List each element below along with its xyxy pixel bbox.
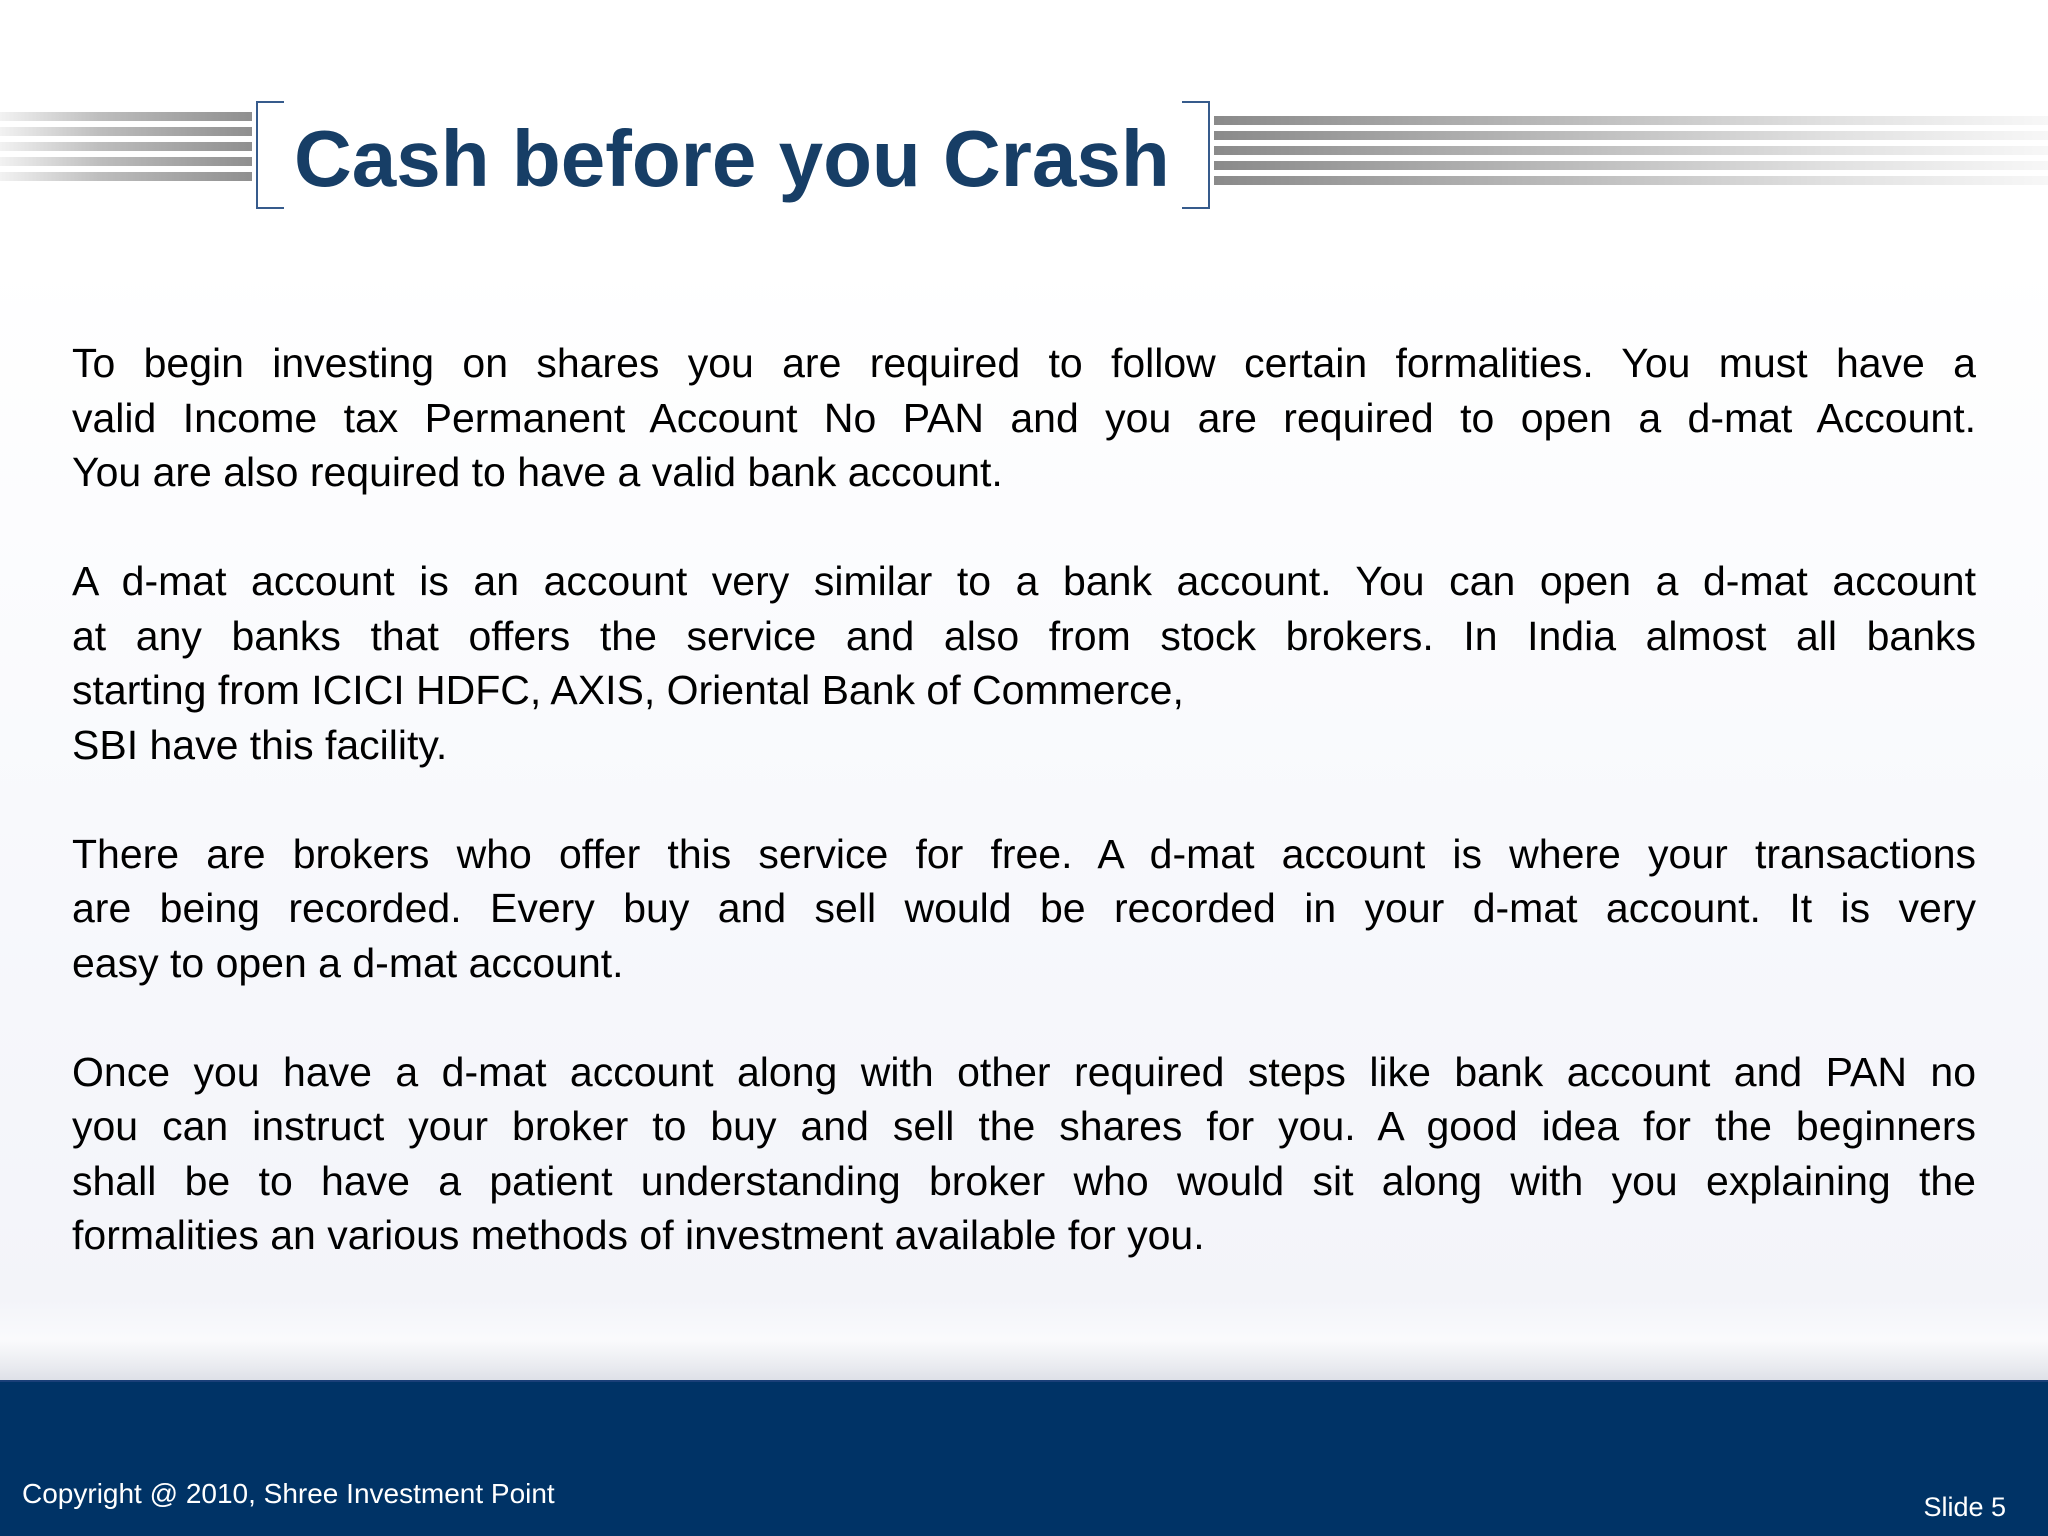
body-line: you can instruct your broker to buy and sell the shares for you. A good idea for the beginners bbox=[72, 1103, 1976, 1149]
body-line: are being recorded. Every buy and sell would be recorded in your d-mat account. It is very bbox=[72, 885, 1976, 931]
slide-number: Slide 5 bbox=[1923, 1492, 2006, 1522]
slide-title: Cash before you Crash bbox=[294, 114, 1170, 203]
title-bracket-right bbox=[1182, 101, 1210, 209]
slide-footer bbox=[0, 1380, 2048, 1536]
body-line: Once you have a d-mat account along with other required steps like bank account and PAN no bbox=[72, 1048, 1976, 1095]
body-line: valid Income tax Permanent Account No PAN and you are required to open a d-mat Account. bbox=[72, 394, 1976, 441]
header-stripes-left bbox=[0, 112, 252, 190]
body-line: SBI have this facility. bbox=[72, 721, 448, 768]
copyright-text: Copyright @ 2010, Shree Investment Point bbox=[22, 1478, 555, 1509]
body-line: There are brokers who offer this service for free. A d-mat account is where your transactions bbox=[72, 830, 1976, 877]
header-stripes-right bbox=[1214, 116, 2048, 194]
footer-shadow bbox=[0, 1340, 2048, 1380]
paragraph-requirements bbox=[72, 336, 1976, 500]
body-line: easy to open a d-mat account. bbox=[72, 939, 624, 986]
body-line: A d-mat account is an account very similar to a bank account. You can open a d-mat account bbox=[72, 558, 1976, 604]
paragraph-brokers bbox=[72, 827, 1976, 991]
body-line: To begin investing on shares you are required to follow certain formalities. You must have a bbox=[72, 340, 1976, 386]
body-line: at any banks that offers the service and also from stock brokers. In India almost all banks bbox=[72, 612, 1976, 659]
body-line: formalities an various methods of investment available for you. bbox=[72, 1212, 1205, 1258]
paragraph-dmat-account bbox=[72, 554, 1976, 772]
slide-body bbox=[72, 336, 1976, 1317]
paragraph-next-steps bbox=[72, 1045, 1976, 1263]
body-line: starting from ICICI HDFC, AXIS, Oriental Bank of Commerce, bbox=[72, 667, 1184, 713]
body-line: shall be to have a patient understanding broker who would sit along with you explaining the bbox=[72, 1157, 1976, 1204]
body-line: You are also required to have a valid bank account. bbox=[72, 449, 1003, 495]
title-bracket-left bbox=[256, 101, 284, 209]
